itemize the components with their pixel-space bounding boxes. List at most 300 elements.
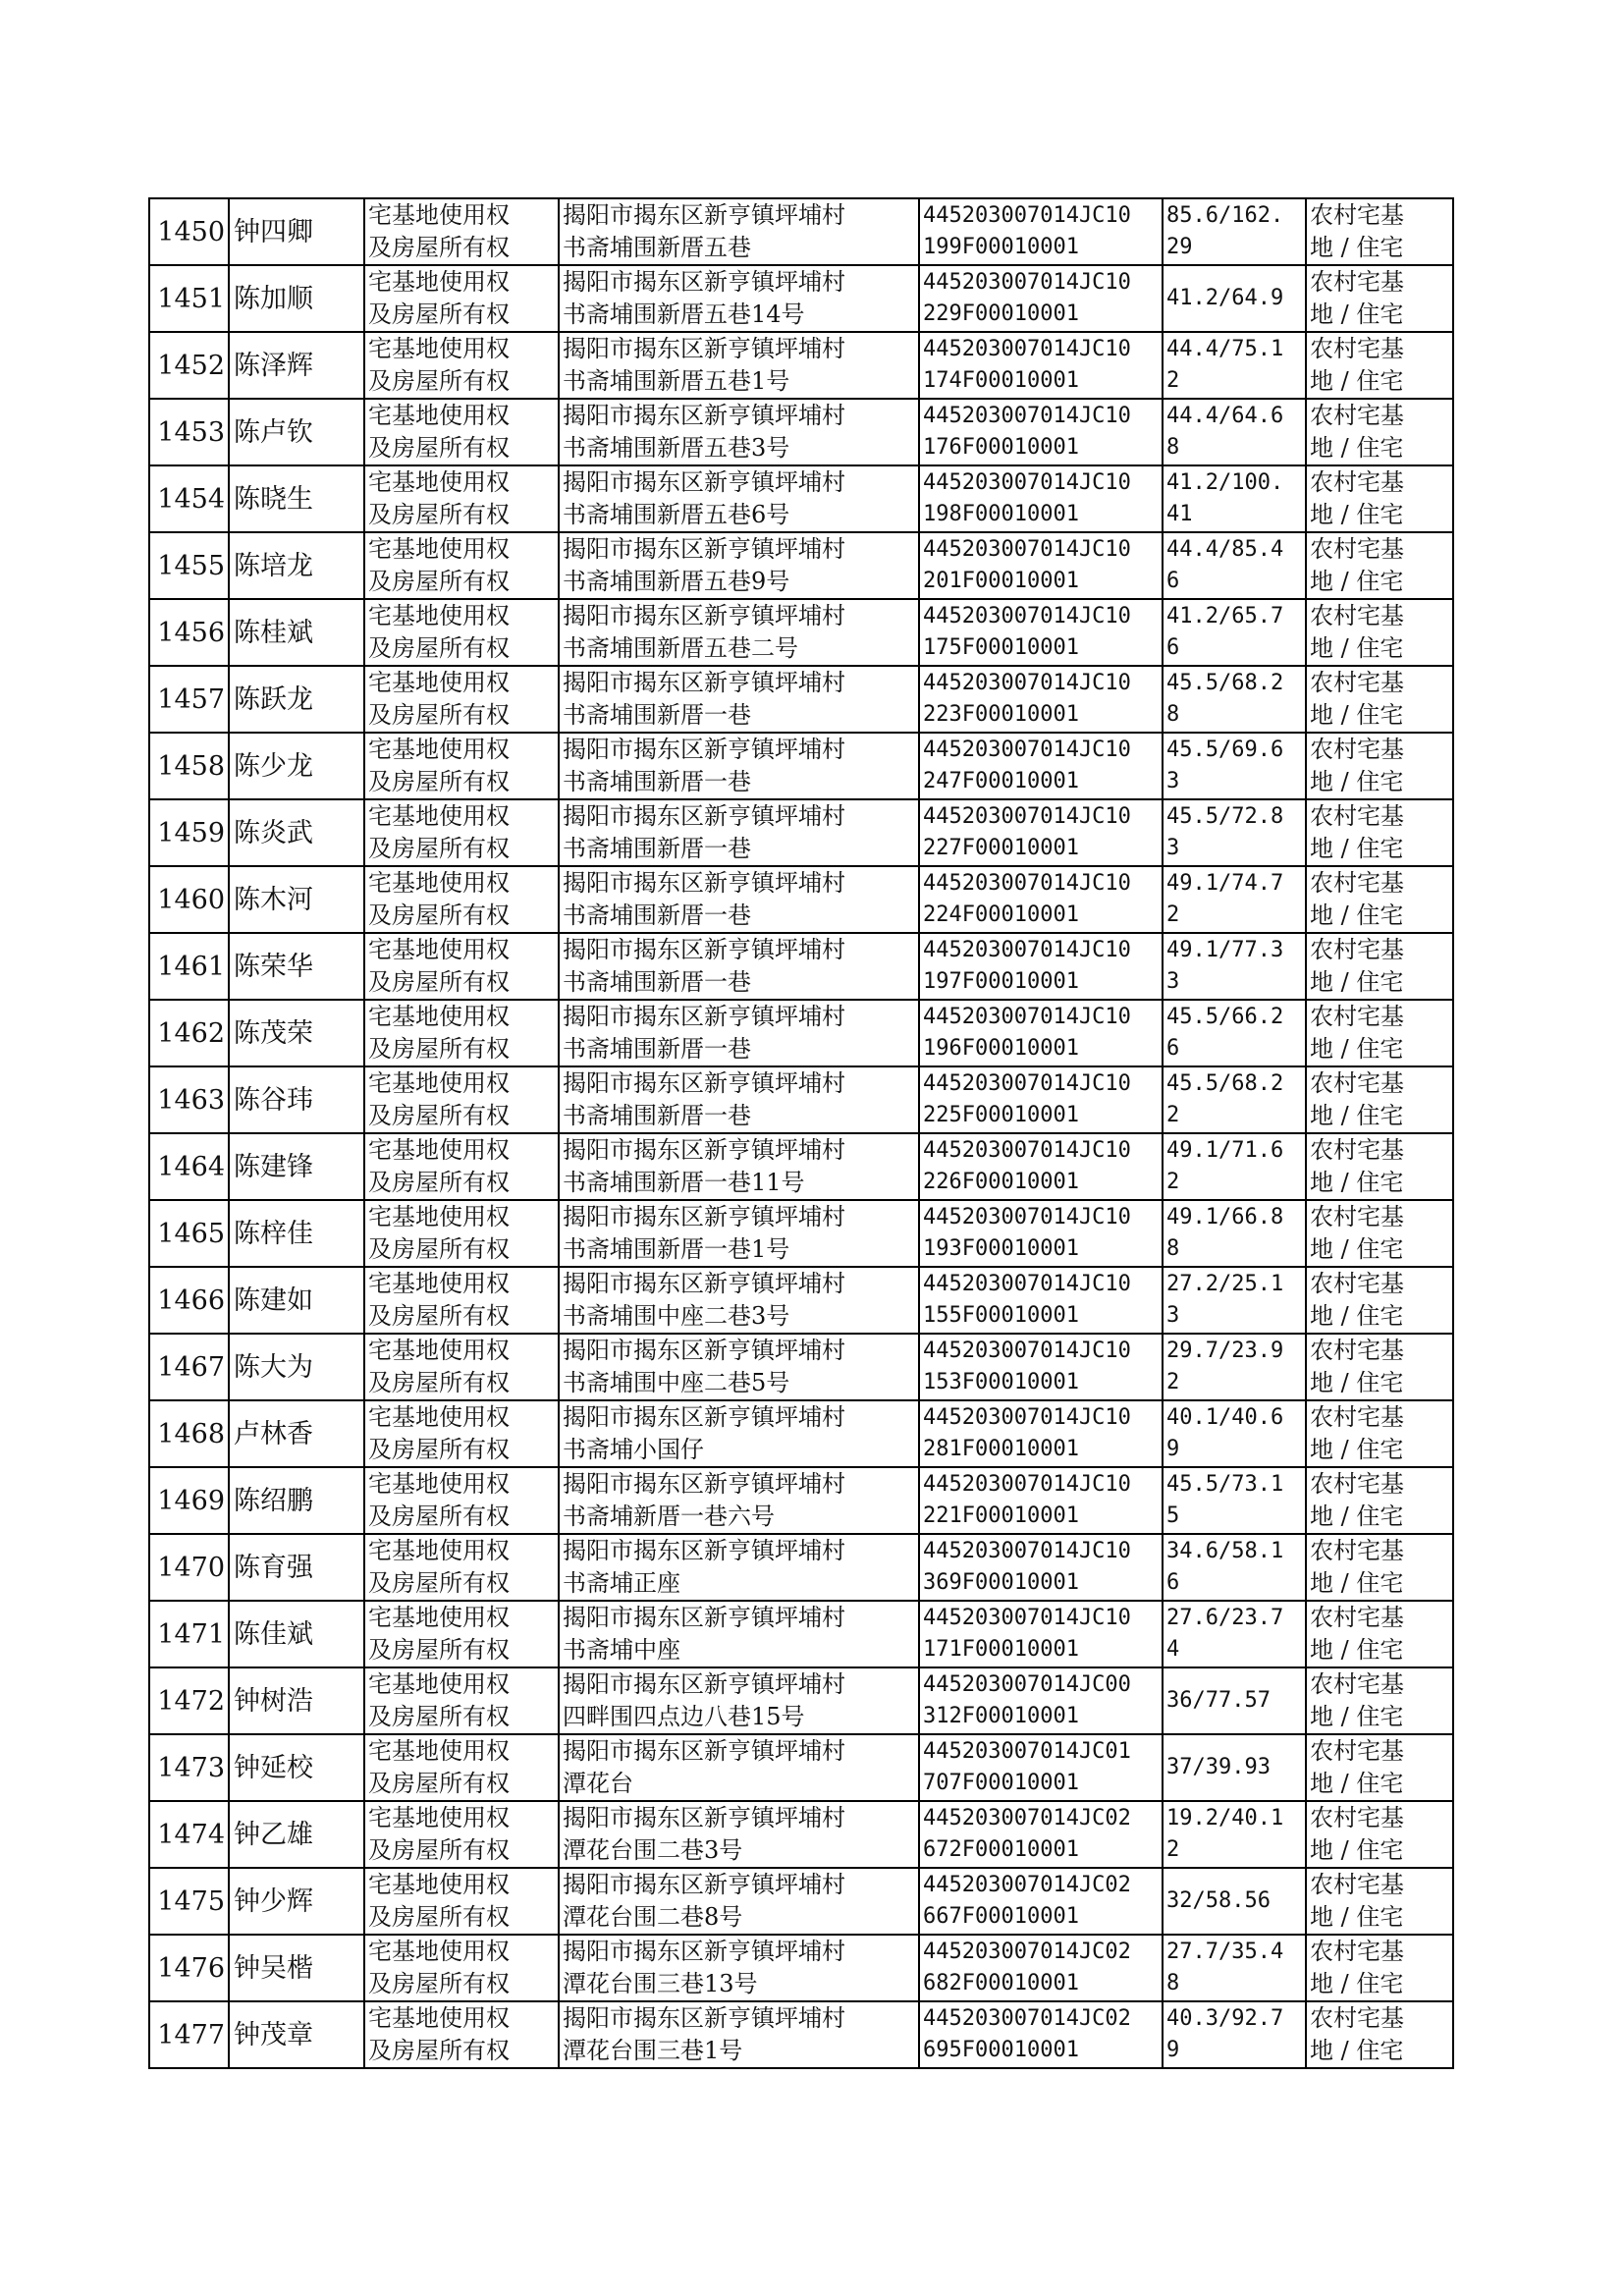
- area-line-2: 6: [1166, 1570, 1180, 1595]
- unit-code-line-2: 171F00010001: [923, 1637, 1079, 1662]
- address: [559, 1200, 919, 1267]
- unit-code-line-2: 197F00010001: [923, 969, 1079, 994]
- land-use-line-1: 农村宅基: [1310, 1604, 1404, 1631]
- right-type: [364, 399, 559, 465]
- row-number: 1461: [149, 933, 229, 1000]
- address-line-2: 潭花台: [563, 1770, 633, 1797]
- table-row: [149, 1734, 1453, 1801]
- area-line-1: 45.5/68.2: [1166, 1071, 1284, 1096]
- area-line-1: 49.1/74.7: [1166, 871, 1284, 896]
- unit-code-line-2: 682F00010001: [923, 1971, 1079, 1995]
- area-value: 37/39.93: [1166, 1755, 1271, 1779]
- table-row: [149, 532, 1453, 599]
- address-line-2: 书斋埔围新厝五巷: [563, 234, 751, 261]
- table-row: [149, 1000, 1453, 1066]
- right-type-line-1: 宅基地使用权: [368, 1737, 510, 1765]
- right-type: [364, 1935, 559, 2001]
- right-type-line-2: 及房屋所有权: [368, 1836, 510, 1864]
- right-type-line-1: 宅基地使用权: [368, 1003, 510, 1030]
- area: [1163, 599, 1306, 666]
- table-row: [149, 465, 1453, 532]
- unit-code-line-2: 193F00010001: [923, 1236, 1079, 1261]
- unit-code-line-1: 445203007014JC10: [923, 938, 1131, 962]
- right-type: [364, 332, 559, 399]
- right-type-line-2: 及房屋所有权: [368, 234, 510, 261]
- unit-code: [919, 1267, 1163, 1334]
- right-type-line-2: 及房屋所有权: [368, 1636, 510, 1664]
- area: [1163, 332, 1306, 399]
- right-type-line-1: 宅基地使用权: [368, 936, 510, 963]
- unit-code: [919, 2001, 1163, 2068]
- address-line-1: 揭阳市揭东区新亨镇坪埔村: [563, 1069, 845, 1097]
- address-line-2: 书斋埔围新厝一巷: [563, 835, 751, 862]
- right-type-line-2: 及房屋所有权: [368, 1169, 510, 1196]
- land-use: [1306, 532, 1453, 599]
- row-number: 1474: [149, 1801, 229, 1868]
- area-line-2: 9: [1166, 2038, 1180, 2062]
- row-number: 1459: [149, 799, 229, 866]
- area-line-1: 41.2/100.: [1166, 470, 1284, 495]
- area-line-1: 40.3/92.7: [1166, 2006, 1284, 2031]
- unit-code: [919, 1868, 1163, 1935]
- land-use-line-2: 地 / 住宅: [1310, 367, 1404, 395]
- unit-code: [919, 1467, 1163, 1534]
- area-line-2: 2: [1166, 902, 1180, 927]
- address: [559, 733, 919, 799]
- address-line-1: 揭阳市揭东区新亨镇坪埔村: [563, 802, 845, 830]
- table-row: [149, 1534, 1453, 1601]
- right-type-line-1: 宅基地使用权: [368, 201, 510, 229]
- area-line-2: 29: [1166, 235, 1193, 259]
- area-line-2: 8: [1166, 702, 1180, 727]
- area: [1163, 1667, 1306, 1734]
- registry-table: [148, 197, 1454, 2069]
- right-type: [364, 799, 559, 866]
- unit-code-line-1: 445203007014JC01: [923, 1739, 1131, 1764]
- unit-code: [919, 399, 1163, 465]
- area: [1163, 1601, 1306, 1667]
- area-line-1: 40.1/40.6: [1166, 1405, 1284, 1430]
- unit-code-line-2: 667F00010001: [923, 1904, 1079, 1929]
- address-line-1: 揭阳市揭东区新亨镇坪埔村: [563, 2004, 845, 2032]
- area-line-1: 49.1/77.3: [1166, 938, 1284, 962]
- unit-code-line-1: 445203007014JC10: [923, 1472, 1131, 1497]
- address-line-2: 书斋埔正座: [563, 1569, 680, 1597]
- land-use-line-2: 地 / 住宅: [1310, 1436, 1404, 1463]
- land-use-line-2: 地 / 住宅: [1310, 835, 1404, 862]
- address-line-1: 揭阳市揭东区新亨镇坪埔村: [563, 1537, 845, 1564]
- unit-code-line-1: 445203007014JC10: [923, 1071, 1131, 1096]
- owner-name: 陈木河: [229, 866, 364, 933]
- area: [1163, 1734, 1306, 1801]
- address: [559, 532, 919, 599]
- unit-code-line-1: 445203007014JC10: [923, 1138, 1131, 1163]
- right-type-line-2: 及房屋所有权: [368, 634, 510, 662]
- row-number: 1476: [149, 1935, 229, 2001]
- land-use: [1306, 1066, 1453, 1133]
- row-number: 1454: [149, 465, 229, 532]
- area-line-2: 2: [1166, 368, 1180, 393]
- right-type: [364, 2001, 559, 2068]
- right-type-line-2: 及房屋所有权: [368, 1770, 510, 1797]
- table-row: [149, 1133, 1453, 1200]
- row-number: 1458: [149, 733, 229, 799]
- owner-name: 陈加顺: [229, 265, 364, 332]
- land-use: [1306, 1200, 1453, 1267]
- owner-name: 钟吴楷: [229, 1935, 364, 2001]
- land-use: [1306, 1400, 1453, 1467]
- address-line-1: 揭阳市揭东区新亨镇坪埔村: [563, 201, 845, 229]
- address-line-1: 揭阳市揭东区新亨镇坪埔村: [563, 535, 845, 563]
- owner-name: 陈桂斌: [229, 599, 364, 666]
- right-type: [364, 465, 559, 532]
- land-use-line-2: 地 / 住宅: [1310, 1836, 1404, 1864]
- address-line-1: 揭阳市揭东区新亨镇坪埔村: [563, 1270, 845, 1297]
- area-line-2: 4: [1166, 1637, 1180, 1662]
- address: [559, 1801, 919, 1868]
- land-use-line-1: 农村宅基: [1310, 1003, 1404, 1030]
- right-type: [364, 1334, 559, 1400]
- area: [1163, 2001, 1306, 2068]
- area: [1163, 1467, 1306, 1534]
- unit-code: [919, 465, 1163, 532]
- unit-code-line-2: 198F00010001: [923, 502, 1079, 526]
- area-value: 41.2/64.9: [1166, 286, 1284, 310]
- area-line-1: 45.5/66.2: [1166, 1005, 1284, 1029]
- unit-code-line-1: 445203007014JC10: [923, 1606, 1131, 1630]
- row-number: 1473: [149, 1734, 229, 1801]
- address-line-2: 潭花台围二巷3号: [563, 1836, 743, 1864]
- owner-name: 陈晓生: [229, 465, 364, 532]
- land-use-line-2: 地 / 住宅: [1310, 902, 1404, 929]
- unit-code-line-1: 445203007014JC10: [923, 1339, 1131, 1363]
- address-line-2: 书斋埔围新厝一巷: [563, 968, 751, 996]
- address-line-1: 揭阳市揭东区新亨镇坪埔村: [563, 1470, 845, 1498]
- unit-code: [919, 1133, 1163, 1200]
- address-line-1: 揭阳市揭东区新亨镇坪埔村: [563, 736, 845, 763]
- right-type: [364, 198, 559, 265]
- land-use-line-1: 农村宅基: [1310, 936, 1404, 963]
- right-type-line-1: 宅基地使用权: [368, 468, 510, 496]
- right-type: [364, 599, 559, 666]
- land-use: [1306, 1534, 1453, 1601]
- row-number: 1467: [149, 1334, 229, 1400]
- land-use: [1306, 399, 1453, 465]
- address: [559, 1000, 919, 1066]
- address: [559, 1334, 919, 1400]
- unit-code-line-2: 707F00010001: [923, 1771, 1079, 1795]
- right-type-line-2: 及房屋所有权: [368, 902, 510, 929]
- area-line-1: 19.2/40.1: [1166, 1806, 1284, 1831]
- land-use-line-1: 农村宅基: [1310, 535, 1404, 563]
- owner-name: 钟树浩: [229, 1667, 364, 1734]
- row-number: 1470: [149, 1534, 229, 1601]
- unit-code-line-2: 153F00010001: [923, 1370, 1079, 1394]
- land-use-line-2: 地 / 住宅: [1310, 1235, 1404, 1263]
- land-use: [1306, 1734, 1453, 1801]
- area: [1163, 1868, 1306, 1935]
- row-number: 1451: [149, 265, 229, 332]
- right-type-line-2: 及房屋所有权: [368, 367, 510, 395]
- land-use: [1306, 1601, 1453, 1667]
- land-use-line-2: 地 / 住宅: [1310, 634, 1404, 662]
- address-line-2: 书斋埔围新厝五巷6号: [563, 501, 790, 528]
- address-line-2: 书斋埔中座: [563, 1636, 680, 1664]
- unit-code-line-1: 445203007014JC10: [923, 671, 1131, 695]
- right-type-line-2: 及房屋所有权: [368, 1302, 510, 1330]
- unit-code-line-2: 281F00010001: [923, 1437, 1079, 1461]
- land-use: [1306, 1667, 1453, 1734]
- address: [559, 1066, 919, 1133]
- right-type-line-1: 宅基地使用权: [368, 1938, 510, 1965]
- land-use-line-1: 农村宅基: [1310, 1069, 1404, 1097]
- area: [1163, 1935, 1306, 2001]
- right-type-line-1: 宅基地使用权: [368, 535, 510, 563]
- area: [1163, 933, 1306, 1000]
- land-use-line-2: 地 / 住宅: [1310, 1703, 1404, 1730]
- area-line-2: 8: [1166, 1971, 1180, 1995]
- address: [559, 1868, 919, 1935]
- unit-code-line-2: 221F00010001: [923, 1503, 1079, 1528]
- right-type-line-2: 及房屋所有权: [368, 2037, 510, 2064]
- right-type-line-2: 及房屋所有权: [368, 1369, 510, 1396]
- address-line-2: 书斋埔围新厝一巷: [563, 701, 751, 729]
- right-type-line-1: 宅基地使用权: [368, 1403, 510, 1431]
- owner-name: 陈建如: [229, 1267, 364, 1334]
- owner-name: 钟延校: [229, 1734, 364, 1801]
- area-line-1: 45.5/69.6: [1166, 738, 1284, 762]
- address-line-2: 书斋埔围新厝五巷二号: [563, 634, 798, 662]
- unit-code-line-2: 223F00010001: [923, 702, 1079, 727]
- address: [559, 1400, 919, 1467]
- row-number: 1463: [149, 1066, 229, 1133]
- right-type-line-2: 及房屋所有权: [368, 434, 510, 462]
- address-line-1: 揭阳市揭东区新亨镇坪埔村: [563, 936, 845, 963]
- area-line-2: 2: [1166, 1370, 1180, 1394]
- land-use: [1306, 1334, 1453, 1400]
- address-line-2: 书斋埔围中座二巷5号: [563, 1369, 790, 1396]
- address: [559, 465, 919, 532]
- owner-name: 陈炎武: [229, 799, 364, 866]
- address-line-2: 书斋埔围中座二巷3号: [563, 1302, 790, 1330]
- land-use: [1306, 1267, 1453, 1334]
- unit-code: [919, 1667, 1163, 1734]
- area: [1163, 799, 1306, 866]
- table-body: [149, 198, 1453, 2068]
- land-use-line-1: 农村宅基: [1310, 335, 1404, 362]
- unit-code-line-1: 445203007014JC10: [923, 604, 1131, 628]
- right-type-line-1: 宅基地使用权: [368, 2004, 510, 2032]
- area-line-2: 6: [1166, 569, 1180, 593]
- area: [1163, 1334, 1306, 1400]
- right-type-line-1: 宅基地使用权: [368, 1470, 510, 1498]
- land-use-line-1: 农村宅基: [1310, 1670, 1404, 1698]
- land-use-line-2: 地 / 住宅: [1310, 1770, 1404, 1797]
- land-use-line-2: 地 / 住宅: [1310, 1302, 1404, 1330]
- address: [559, 1601, 919, 1667]
- unit-code-line-1: 445203007014JC10: [923, 1539, 1131, 1563]
- area-line-1: 44.4/85.4: [1166, 537, 1284, 562]
- table-row: [149, 198, 1453, 265]
- area-line-1: 44.4/75.1: [1166, 337, 1284, 361]
- land-use-line-2: 地 / 住宅: [1310, 968, 1404, 996]
- owner-name: 陈大为: [229, 1334, 364, 1400]
- address-line-2: 书斋埔围新厝一巷: [563, 902, 751, 929]
- area-value: 36/77.57: [1166, 1688, 1271, 1713]
- right-type-line-2: 及房屋所有权: [368, 701, 510, 729]
- address-line-2: 书斋埔围新厝一巷: [563, 768, 751, 795]
- area-line-2: 6: [1166, 635, 1180, 660]
- land-use-line-2: 地 / 住宅: [1310, 434, 1404, 462]
- land-use-line-1: 农村宅基: [1310, 1938, 1404, 1965]
- address-line-1: 揭阳市揭东区新亨镇坪埔村: [563, 1737, 845, 1765]
- land-use: [1306, 465, 1453, 532]
- unit-code: [919, 1601, 1163, 1667]
- right-type-line-1: 宅基地使用权: [368, 1337, 510, 1364]
- address-line-2: 书斋埔围新厝一巷11号: [563, 1169, 805, 1196]
- owner-name: 陈泽辉: [229, 332, 364, 399]
- area-line-2: 2: [1166, 1103, 1180, 1127]
- address-line-2: 潭花台围三巷13号: [563, 1970, 758, 1997]
- table-row: [149, 799, 1453, 866]
- land-use-line-1: 农村宅基: [1310, 2004, 1404, 2032]
- area: [1163, 666, 1306, 733]
- land-use: [1306, 2001, 1453, 2068]
- area: [1163, 1066, 1306, 1133]
- land-use-line-1: 农村宅基: [1310, 402, 1404, 429]
- unit-code-line-2: 225F00010001: [923, 1103, 1079, 1127]
- address: [559, 399, 919, 465]
- land-use-line-2: 地 / 住宅: [1310, 701, 1404, 729]
- address: [559, 1534, 919, 1601]
- owner-name: 陈茂荣: [229, 1000, 364, 1066]
- unit-code: [919, 332, 1163, 399]
- address: [559, 265, 919, 332]
- owner-name: 钟茂章: [229, 2001, 364, 2068]
- land-use-line-2: 地 / 住宅: [1310, 768, 1404, 795]
- area-line-1: 34.6/58.1: [1166, 1539, 1284, 1563]
- right-type-line-2: 及房屋所有权: [368, 968, 510, 996]
- right-type-line-2: 及房屋所有权: [368, 301, 510, 328]
- land-use: [1306, 265, 1453, 332]
- area-line-1: 29.7/23.9: [1166, 1339, 1284, 1363]
- right-type: [364, 1734, 559, 1801]
- area-line-2: 8: [1166, 435, 1180, 460]
- land-use-line-1: 农村宅基: [1310, 268, 1404, 296]
- area: [1163, 265, 1306, 332]
- area-line-2: 2: [1166, 1837, 1180, 1862]
- unit-code: [919, 265, 1163, 332]
- land-use-line-2: 地 / 住宅: [1310, 1569, 1404, 1597]
- row-number: 1455: [149, 532, 229, 599]
- unit-code: [919, 599, 1163, 666]
- address-line-1: 揭阳市揭东区新亨镇坪埔村: [563, 1804, 845, 1831]
- right-type: [364, 666, 559, 733]
- area-line-1: 85.6/162.: [1166, 203, 1284, 228]
- right-type-line-2: 及房屋所有权: [368, 1436, 510, 1463]
- address-line-1: 揭阳市揭东区新亨镇坪埔村: [563, 335, 845, 362]
- unit-code-line-1: 445203007014JC02: [923, 2006, 1131, 2031]
- address: [559, 799, 919, 866]
- row-number: 1475: [149, 1868, 229, 1935]
- right-type-line-1: 宅基地使用权: [368, 602, 510, 629]
- unit-code: [919, 1334, 1163, 1400]
- area-line-2: 8: [1166, 1236, 1180, 1261]
- owner-name: 钟四卿: [229, 198, 364, 265]
- table-row: [149, 1334, 1453, 1400]
- unit-code-line-1: 445203007014JC10: [923, 1205, 1131, 1229]
- land-use-line-1: 农村宅基: [1310, 736, 1404, 763]
- address-line-1: 揭阳市揭东区新亨镇坪埔村: [563, 669, 845, 696]
- right-type-line-1: 宅基地使用权: [368, 802, 510, 830]
- address-line-2: 书斋埔围新厝一巷1号: [563, 1235, 790, 1263]
- right-type: [364, 1801, 559, 1868]
- unit-code-line-1: 445203007014JC10: [923, 1272, 1131, 1296]
- owner-name: 陈跃龙: [229, 666, 364, 733]
- right-type-line-1: 宅基地使用权: [368, 1604, 510, 1631]
- owner-name: 陈育强: [229, 1534, 364, 1601]
- unit-code: [919, 1734, 1163, 1801]
- unit-code-line-1: 445203007014JC10: [923, 470, 1131, 495]
- unit-code: [919, 532, 1163, 599]
- right-type-line-2: 及房屋所有权: [368, 1102, 510, 1129]
- address-line-2: 书斋埔围新厝五巷3号: [563, 434, 790, 462]
- row-number: 1453: [149, 399, 229, 465]
- address-line-1: 揭阳市揭东区新亨镇坪埔村: [563, 602, 845, 629]
- table-row: [149, 399, 1453, 465]
- land-use: [1306, 1801, 1453, 1868]
- land-use-line-2: 地 / 住宅: [1310, 1369, 1404, 1396]
- right-type: [364, 866, 559, 933]
- unit-code-line-1: 445203007014JC02: [923, 1873, 1131, 1897]
- unit-code-line-1: 445203007014JC02: [923, 1940, 1131, 1964]
- land-use-line-2: 地 / 住宅: [1310, 301, 1404, 328]
- table-row: [149, 866, 1453, 933]
- unit-code-line-2: 672F00010001: [923, 1837, 1079, 1862]
- right-type-line-2: 及房屋所有权: [368, 835, 510, 862]
- unit-code: [919, 1200, 1163, 1267]
- area: [1163, 1801, 1306, 1868]
- address-line-1: 揭阳市揭东区新亨镇坪埔村: [563, 1203, 845, 1230]
- right-type-line-1: 宅基地使用权: [368, 1871, 510, 1898]
- area-line-1: 44.4/64.6: [1166, 404, 1284, 428]
- owner-name: 陈卢钦: [229, 399, 364, 465]
- unit-code-line-2: 155F00010001: [923, 1303, 1079, 1328]
- unit-code-line-2: 176F00010001: [923, 435, 1079, 460]
- area-line-1: 27.2/25.1: [1166, 1272, 1284, 1296]
- land-use-line-2: 地 / 住宅: [1310, 1903, 1404, 1931]
- area: [1163, 733, 1306, 799]
- table-row: [149, 1066, 1453, 1133]
- area-line-2: 2: [1166, 1170, 1180, 1194]
- right-type: [364, 1267, 559, 1334]
- land-use: [1306, 1935, 1453, 2001]
- unit-code: [919, 799, 1163, 866]
- right-type-line-1: 宅基地使用权: [368, 1136, 510, 1164]
- address-line-2: 书斋埔围新厝五巷1号: [563, 367, 790, 395]
- address: [559, 933, 919, 1000]
- land-use-line-2: 地 / 住宅: [1310, 1636, 1404, 1664]
- right-type-line-2: 及房屋所有权: [368, 1970, 510, 1997]
- table-row: [149, 1868, 1453, 1935]
- land-use-line-1: 农村宅基: [1310, 869, 1404, 897]
- area-value: 32/58.56: [1166, 1888, 1271, 1913]
- row-number: 1460: [149, 866, 229, 933]
- right-type-line-1: 宅基地使用权: [368, 736, 510, 763]
- table-row: [149, 1667, 1453, 1734]
- unit-code: [919, 1000, 1163, 1066]
- unit-code-line-1: 445203007014JC10: [923, 337, 1131, 361]
